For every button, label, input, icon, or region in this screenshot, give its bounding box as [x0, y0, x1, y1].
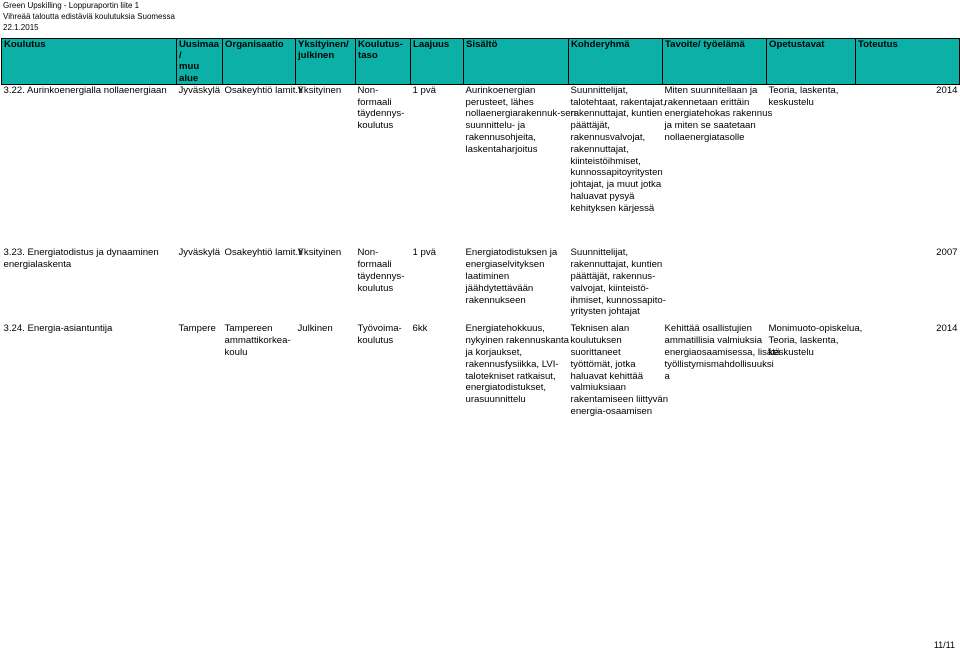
cell-laajuus — [411, 247, 464, 323]
cell-line-text: Energiatodistus ja dynaaminen — [27, 247, 159, 259]
cell-line: Uusimaa / — [179, 39, 219, 62]
cell-sisalto — [464, 247, 569, 323]
cell-line: Julkinen — [297, 323, 333, 335]
cell-line-text: Energia-asiantuntija — [27, 323, 113, 335]
cell-line: perusteet, lähes — [465, 96, 534, 108]
cell-line: 1 pvä — [412, 247, 436, 259]
cell-line: julkinen — [298, 50, 335, 62]
cell-taso — [356, 247, 411, 323]
cell-line: jäähdytettävään — [465, 282, 534, 294]
cell-line: Kehittää osallistujien — [664, 323, 752, 335]
cell-line: energialaskenta — [3, 259, 72, 271]
cell-line — [4, 85, 175, 97]
cell-line: energiaselvityksen — [465, 259, 545, 271]
cell-line: laskentaharjoitus — [465, 143, 538, 155]
cell-line: täydennys- — [357, 108, 405, 120]
cell-line: rakennusohjeita, — [465, 132, 536, 143]
cell-line: koulutuksen — [570, 335, 622, 347]
cell-line: rakennuttajat, kuntien — [570, 259, 663, 271]
cell-line: koulutus — [357, 335, 394, 347]
cell-alue — [177, 84, 223, 247]
cell-line: ja korjaukset, — [465, 346, 523, 358]
table-row — [2, 84, 960, 247]
training-table — [1, 38, 960, 433]
cell-opetustavat — [767, 84, 856, 247]
cell-organisaatio — [223, 323, 296, 433]
cell-line: työttömät, jotka — [570, 358, 636, 370]
cell-line: taso — [358, 50, 378, 62]
cell-line: koulutus — [357, 120, 394, 132]
cell-line: nollaenergiarakennuk-sen — [465, 108, 576, 120]
cell-line: Työvoima- — [357, 323, 402, 335]
cell-line: Yksityinen — [297, 84, 342, 96]
cell-toteutus: 2014 — [936, 323, 958, 335]
cell-line-text: Aurinkoenergialla nollaenergiaan — [26, 84, 167, 96]
cell-line: rakennusfysiikka, LVI- — [465, 358, 559, 370]
cell-tavoite — [663, 84, 773, 247]
cell-line: Opetustavat — [769, 39, 825, 50]
cell-line: ammattikorkea- — [224, 335, 291, 347]
cell-line: Suunnittelijat, — [570, 84, 629, 96]
cell-line: energiatehokas rakennus — [664, 108, 773, 120]
column-header — [411, 39, 464, 85]
cell-line: keskustelu — [768, 96, 814, 108]
cell-line: yritysten johtajat — [570, 306, 640, 318]
cell-line: Tavoite/ työelämä — [665, 39, 745, 50]
cell-line: rakentamiseen liittyvän — [570, 394, 669, 406]
column-header — [177, 39, 223, 85]
cell-line: Koulutus — [4, 39, 46, 50]
cell-line: Energiatodistuksen ja — [465, 247, 558, 259]
cell-line: Toteutus — [858, 39, 898, 50]
cell-line: päättäjät, — [570, 120, 610, 132]
column-header — [356, 39, 411, 85]
table-row — [2, 247, 960, 323]
column-header — [663, 39, 767, 85]
cell-line: haluavat kehittää — [570, 370, 644, 382]
cell-line: talotehtaat, rakentajat, — [570, 96, 666, 108]
column-header — [223, 39, 296, 85]
cell-organisaatio — [223, 247, 303, 323]
cell-line: ihmiset, kunnossapito- — [570, 294, 666, 306]
cell-line: Tampere — [178, 323, 216, 335]
cell-sisalto — [464, 323, 569, 433]
cell-line: ja miten se saatetaan — [664, 120, 756, 132]
cell-line: Teknisen alan — [570, 323, 630, 335]
cell-line: Miten suunnitellaan ja — [664, 84, 758, 96]
cell-line: ammatillisia valmiuksia — [664, 335, 763, 347]
cell-line: Teoria, laskenta, — [768, 84, 839, 96]
cell-line: valmiuksiaan — [570, 382, 626, 394]
cell-line: Sisältö — [466, 39, 498, 50]
cell-line: Jyväskylä — [178, 247, 221, 259]
cell-line: formaali — [357, 259, 392, 271]
cell-line: kehityksen kärjessä — [570, 202, 655, 214]
cell-opetustavat — [767, 247, 856, 323]
cell-line — [4, 323, 175, 335]
cell-line: haluavat pysyä — [570, 190, 635, 202]
cell-line: Non- — [357, 247, 379, 259]
cell-koulutus — [2, 247, 177, 323]
cell-line: työllistymismahdollisuuksi — [664, 358, 774, 370]
column-header — [2, 39, 177, 85]
cell-line: energiatodistukset, — [465, 382, 547, 394]
table-row — [2, 323, 960, 433]
cell-line: Tampereen — [224, 323, 273, 335]
cell-line: Teoria, laskenta, — [768, 335, 839, 347]
row-number: 3.23. — [3, 247, 25, 259]
cell-line: rakennuttajat, kuntien — [570, 108, 663, 120]
column-header — [856, 39, 960, 85]
column-header — [464, 39, 569, 85]
cell-line: Yksityinen/ — [298, 39, 349, 50]
cell-tyyppi — [296, 247, 356, 323]
cell-toteutus: 2014 — [936, 84, 958, 96]
header-subtitle: Vihreää taloutta edistäviä koulutuksia Suomessa — [3, 12, 175, 21]
cell-tyyppi — [296, 84, 356, 247]
cell-line: täydennys- — [357, 270, 405, 282]
cell-line: 1 pvä — [412, 84, 436, 96]
header-date: 22.1.2015 — [3, 23, 39, 32]
cell-line: Koulutus- — [358, 39, 403, 50]
cell-line: formaali — [357, 96, 392, 108]
cell-line: keskustelu — [768, 346, 814, 358]
cell-tavoite — [663, 323, 781, 433]
row-number: 3.24. — [3, 323, 25, 335]
cell-line: Non- — [357, 84, 379, 96]
column-header — [767, 39, 856, 85]
cell-line: nykyinen rakennuskanta — [465, 335, 569, 347]
cell-line: Osakeyhtiö lamit.fi — [224, 84, 303, 96]
cell-line: Yksityinen — [297, 247, 342, 259]
cell-line: Laajuus — [413, 39, 450, 50]
cell-line: Jyväskylä — [178, 84, 221, 96]
cell-alue — [177, 247, 223, 323]
cell-line — [4, 247, 175, 259]
page-number: 11/11 — [933, 640, 955, 650]
cell-koulutus — [2, 84, 177, 247]
column-header — [296, 39, 356, 85]
cell-line: Organisaatio — [225, 39, 284, 50]
cell-line: päättäjät, rakennus- — [570, 270, 656, 282]
cell-line: rakennukseen — [465, 294, 526, 306]
cell-line: nollaenergiatasolle — [664, 132, 745, 143]
cell-line: a — [664, 370, 670, 382]
cell-line: Osakeyhtiö lamit.fi — [224, 247, 303, 259]
cell-taso — [356, 84, 411, 247]
cell-line: suunnittelu- ja — [465, 120, 526, 132]
cell-line: koulutus — [357, 282, 394, 294]
cell-line: rakennuttajat, — [570, 143, 629, 155]
column-header — [569, 39, 663, 85]
cell-line: valvojat, kiinteistö- — [570, 282, 649, 294]
cell-line: Energiatehokkuus, — [465, 323, 545, 335]
cell-laajuus — [411, 323, 464, 433]
cell-line: 6kk — [412, 323, 428, 335]
cell-line: energiaosaamisessa, lisätä — [664, 346, 781, 358]
cell-line: Monimuoto-opiskelua, — [768, 323, 863, 335]
row-number: 3.22. — [3, 84, 25, 96]
cell-line: Suunnittelijat, — [570, 247, 629, 259]
cell-opetustavat — [767, 323, 863, 433]
cell-sisalto — [464, 84, 576, 247]
cell-line: laatiminen — [465, 270, 510, 282]
cell-line: suorittaneet — [570, 346, 621, 358]
cell-line: kiinteistöihmiset, — [570, 155, 641, 167]
cell-line: energia-osaamisen — [570, 405, 653, 417]
cell-kohderyhma — [569, 247, 666, 323]
cell-taso — [356, 323, 411, 433]
table-header-row — [2, 39, 960, 85]
cell-organisaatio — [223, 84, 303, 247]
cell-kohderyhma — [569, 84, 666, 247]
cell-line: rakennusvalvojat, — [570, 132, 646, 143]
cell-kohderyhma — [569, 323, 669, 433]
cell-alue — [177, 323, 223, 433]
cell-tavoite — [663, 247, 767, 323]
cell-line: muu alue — [179, 61, 200, 84]
cell-line: Aurinkoenergian — [465, 84, 536, 96]
cell-line: johtajat, ja muut jotka — [570, 179, 662, 191]
cell-line: koulu — [224, 346, 248, 358]
header-report-title: Green Upskilling - Loppuraportin liite 1 — [3, 1, 140, 10]
cell-laajuus — [411, 84, 464, 247]
cell-line: Kohderyhmä — [571, 39, 630, 50]
cell-koulutus — [2, 323, 177, 433]
cell-toteutus: 2007 — [936, 247, 958, 259]
cell-line: talotekniset ratkaisut, — [465, 370, 556, 382]
cell-line: kunnossapitoyritysten — [570, 167, 663, 179]
document-header — [3, 0, 175, 33]
cell-line: rakennetaan erittäin — [664, 96, 750, 108]
cell-line: urasuunnittelu — [465, 394, 526, 406]
cell-tyyppi — [296, 323, 356, 433]
